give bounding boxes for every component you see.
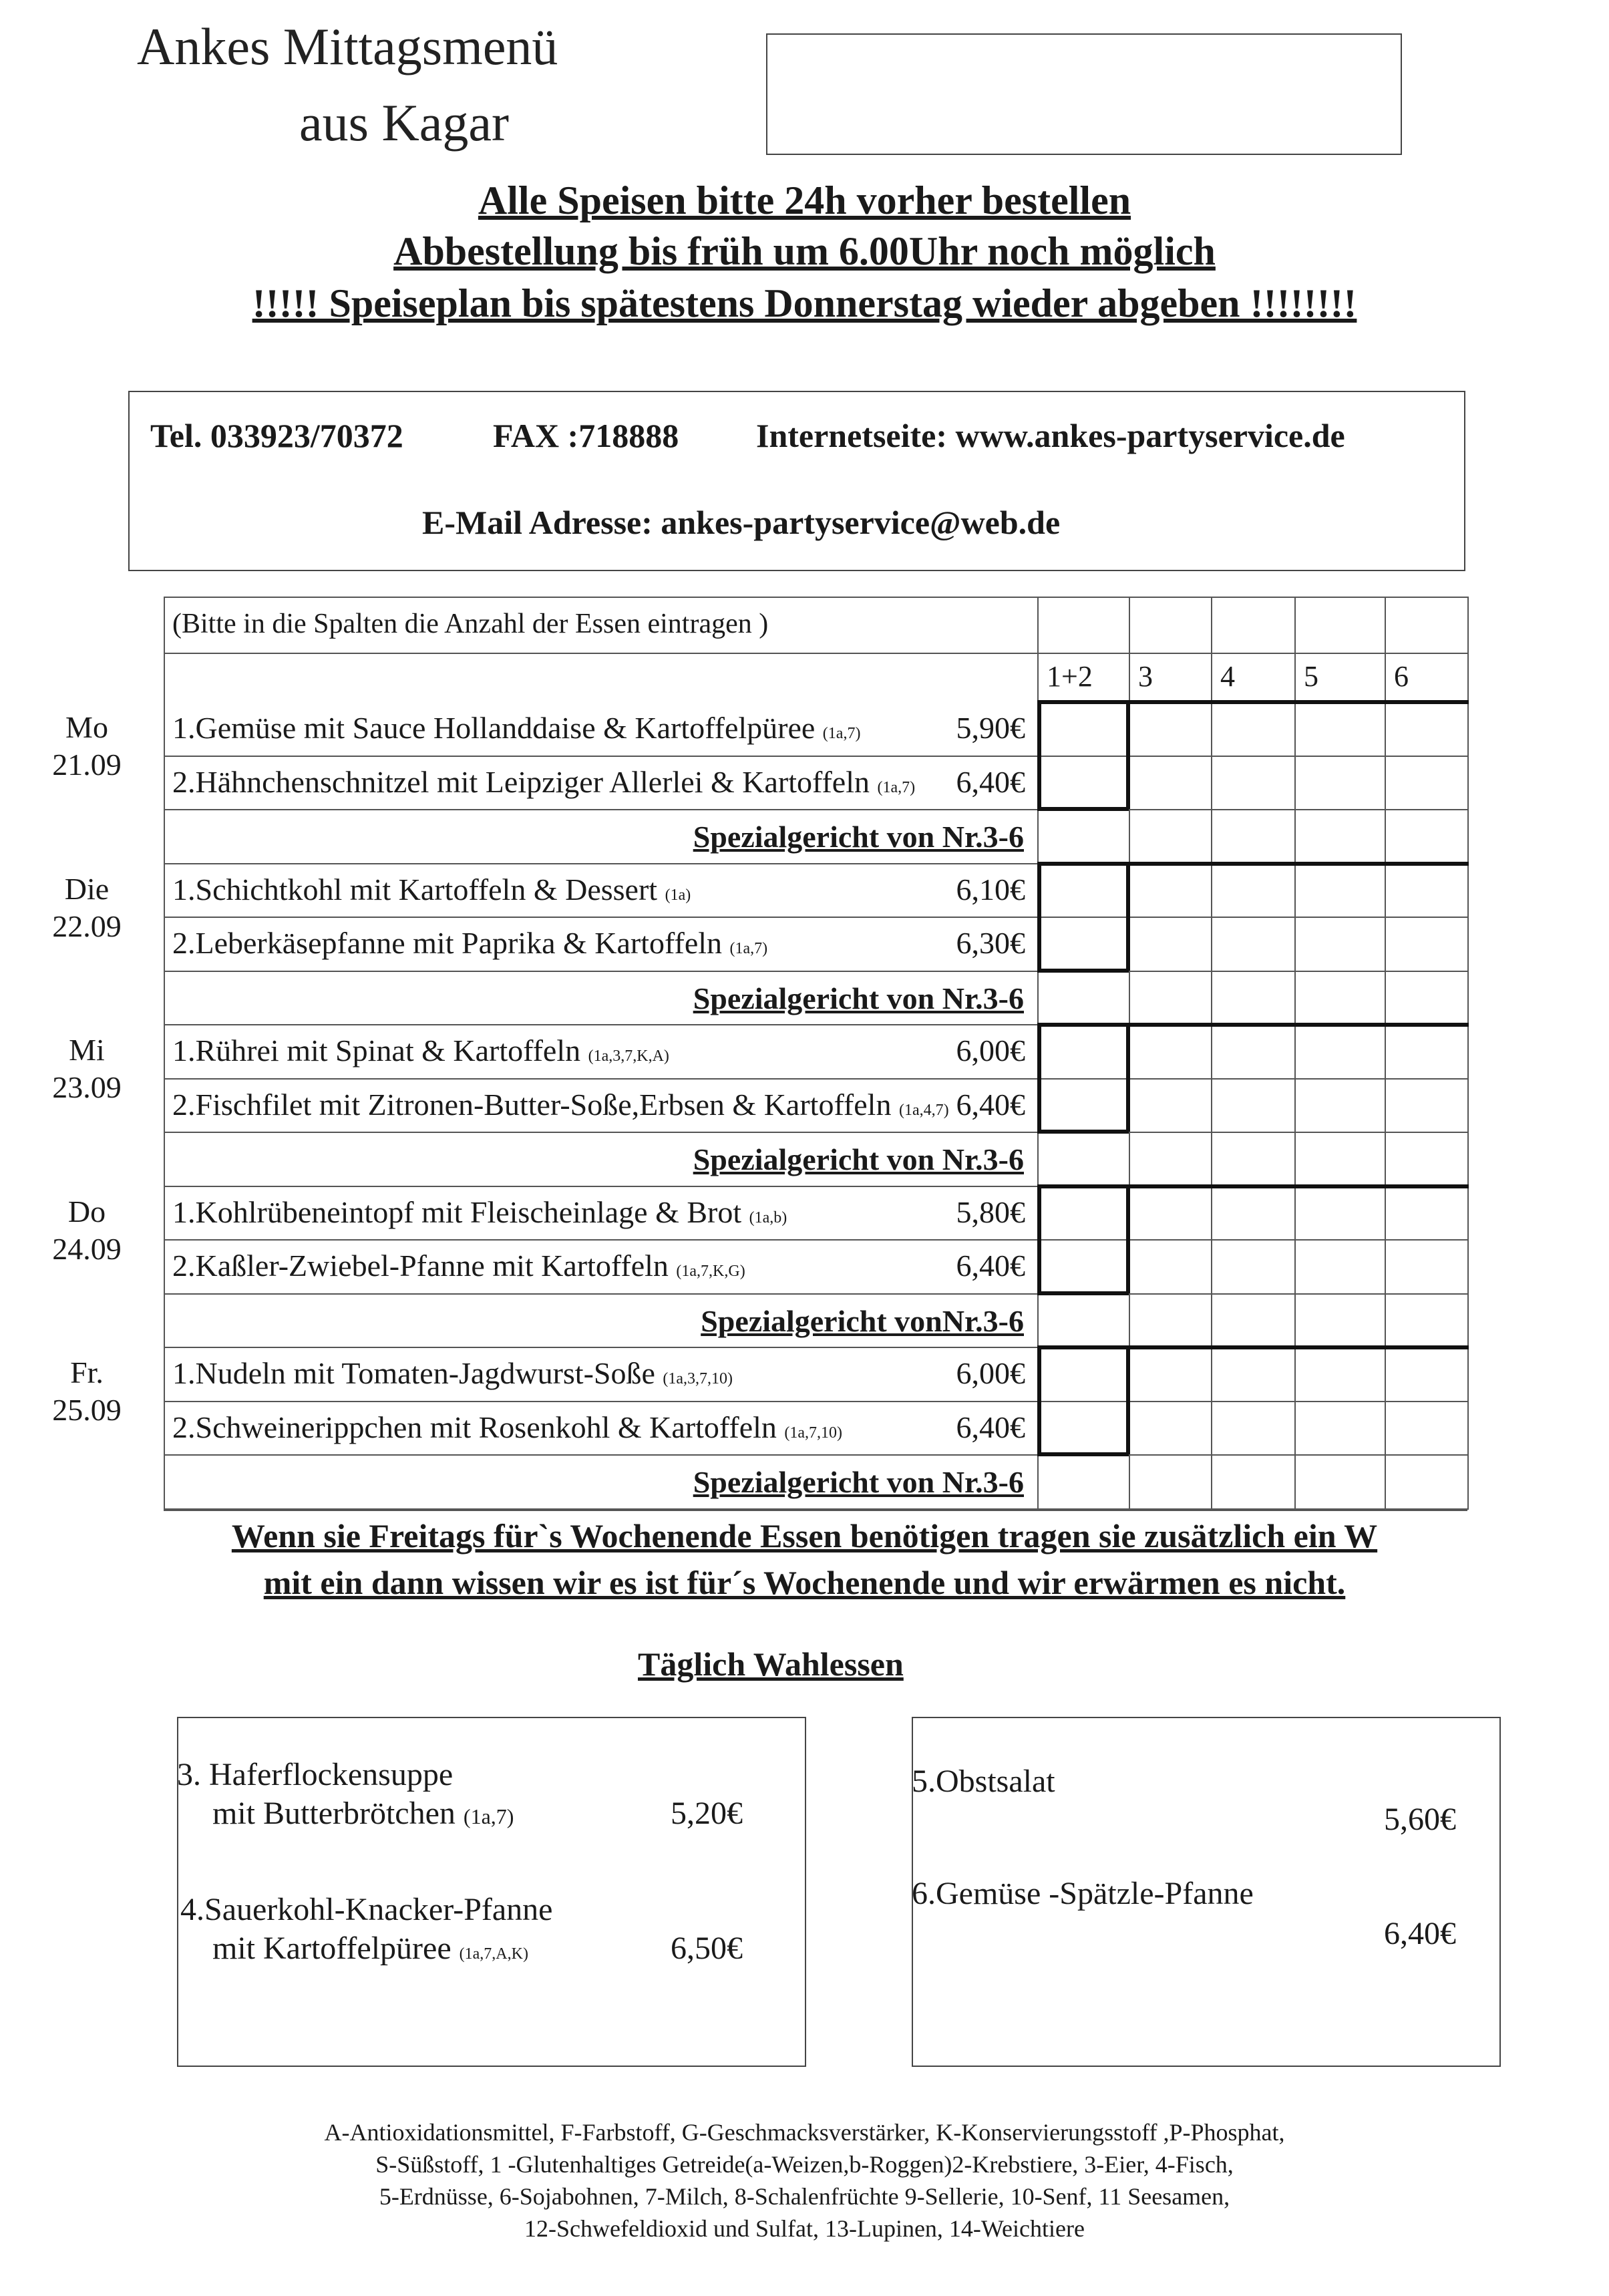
order-cell[interactable]	[1298, 1082, 1382, 1130]
order-cell[interactable]	[1298, 1351, 1382, 1398]
order-cell[interactable]	[1298, 1458, 1382, 1506]
allergen-legend-line1: A-Antioxidationsmittel, F-Farbstoff, G-Geschmacksverstärker, K-Konservierungsstoff ,P-Phosphat,	[324, 2119, 1285, 2146]
daily-item-4-price: 6,50€	[671, 1931, 743, 1966]
menu-item-1	[172, 709, 860, 752]
menu-item-name: 2.Leberkäsepfanne mit Paprika & Kartoffeln	[172, 926, 723, 960]
menu-item-price: 6,40€	[956, 764, 1025, 799]
menu-item-name: 2.Hähnchenschnitzel mit Leipziger Allerlei & Kartoffeln	[172, 764, 870, 799]
order-cell[interactable]	[1298, 975, 1382, 1022]
order-cell[interactable]	[1133, 1243, 1208, 1291]
daily-item-3-price: 5,20€	[671, 1796, 743, 1831]
menu-item-2	[172, 1247, 745, 1290]
menu-item-price: 6,30€	[956, 926, 1025, 960]
order-cell[interactable]	[1215, 921, 1292, 968]
order-cell[interactable]	[1133, 1458, 1208, 1506]
day-separator	[1037, 862, 1469, 866]
daily-item-4-allergens: (1a,7,A,K)	[459, 1945, 528, 1963]
menu-item-allergens: (1a,7)	[822, 725, 861, 742]
day-date: 21.09	[52, 748, 122, 782]
menu-item-price: 5,80€	[956, 1194, 1025, 1229]
column-header-4: 5	[1304, 660, 1318, 693]
order-cell[interactable]	[1133, 1136, 1208, 1183]
menu-item-name: 2.Fischfilet mit Zitronen-Butter-Soße,Erbsen & Kartoffeln	[172, 1087, 892, 1122]
row-divider	[164, 917, 1467, 918]
order-cell[interactable]	[1389, 1297, 1465, 1345]
order-cell[interactable]	[1298, 1136, 1382, 1183]
special-dish-row: Spezialgericht von Nr.3-6	[693, 820, 1024, 854]
daily-item-3-line1: 3. Haferflockensuppe	[177, 1757, 454, 1792]
menu-item-allergens: (1a,3,7,K,A)	[588, 1047, 669, 1065]
notice-return-plan: !!!!! Speiseplan bis spätestens Donnerstag wieder abgeben !!!!!!!!	[252, 281, 1357, 325]
menu-item-allergens: (1a,7)	[877, 778, 916, 796]
daily-item-4-name: mit Kartoffelpüree	[212, 1931, 452, 1966]
row-divider	[164, 1239, 1467, 1241]
order-cell[interactable]	[1041, 813, 1126, 860]
order-cell[interactable]	[1215, 760, 1292, 807]
daily-item-3-allergens: (1a,7)	[463, 1804, 514, 1828]
menu-item-2	[172, 1086, 949, 1129]
day-separator	[1037, 1023, 1469, 1027]
order-box-bottom	[1037, 1452, 1129, 1456]
menu-item-allergens: (1a,7,K,G)	[676, 1263, 745, 1280]
menu-item-name: 1.Rührei mit Spinat & Kartoffeln	[172, 1033, 581, 1068]
order-cell[interactable]	[1389, 867, 1465, 915]
customer-name-field[interactable]	[766, 33, 1402, 155]
order-cell[interactable]	[1133, 867, 1208, 915]
daily-item-6-price: 6,40€	[1384, 1916, 1456, 1951]
special-dish-row: Spezialgericht vonNr.3-6	[701, 1303, 1024, 1338]
menu-item-price: 6,10€	[956, 872, 1025, 907]
order-cell[interactable]	[1215, 1136, 1292, 1183]
menu-item-price: 6,00€	[956, 1356, 1025, 1390]
order-cell[interactable]	[1298, 1243, 1382, 1291]
order-cell[interactable]	[1041, 1136, 1126, 1183]
order-cell[interactable]	[1389, 1458, 1465, 1506]
day-date: 24.09	[52, 1231, 122, 1266]
order-cell[interactable]	[1133, 1190, 1208, 1237]
order-cell[interactable]	[1041, 867, 1126, 915]
order-cell[interactable]	[1215, 1082, 1292, 1130]
order-cell[interactable]	[1298, 813, 1382, 860]
menu-item-price: 6,40€	[956, 1249, 1025, 1283]
order-cell[interactable]	[1215, 1351, 1292, 1398]
day-name: Fr.	[70, 1355, 104, 1389]
day-separator	[1037, 1184, 1469, 1188]
row-divider	[164, 653, 1467, 654]
menu-item-allergens: (1a,b)	[749, 1208, 787, 1226]
menu-item-1	[172, 1194, 787, 1237]
daily-title: Täglich Wahlessen	[638, 1645, 904, 1683]
special-dish-row: Spezialgericht von Nr.3-6	[693, 1465, 1024, 1499]
menu-item-allergens: (1a,4,7)	[898, 1101, 949, 1119]
notice-order-24h: Alle Speisen bitte 24h vorher bestellen	[478, 178, 1131, 222]
order-cell[interactable]	[1298, 760, 1382, 807]
order-box-bottom	[1037, 807, 1129, 811]
special-dish-row: Spezialgericht von Nr.3-6	[693, 1142, 1024, 1176]
row-divider	[164, 809, 1467, 810]
order-cell[interactable]	[1133, 1297, 1208, 1345]
menu-item-price: 5,90€	[956, 711, 1025, 745]
order-box-bottom	[1037, 969, 1129, 973]
order-cell[interactable]	[1041, 1351, 1126, 1398]
menu-item-1	[172, 1355, 733, 1398]
row-divider	[164, 756, 1467, 757]
allergen-legend-line3: 5-Erdnüsse, 6-Sojabohnen, 7-Milch, 8-Schalenfrüchte 9-Sellerie, 10-Senf, 11 Seesamen,	[379, 2183, 1230, 2210]
column-header-2: 3	[1138, 660, 1153, 693]
order-box-right	[1126, 1347, 1130, 1454]
order-cell[interactable]	[1389, 1082, 1465, 1130]
order-cell[interactable]	[1215, 1028, 1292, 1076]
contact-website: Internetseite: www.ankes-partyservice.de	[756, 417, 1345, 454]
order-cell[interactable]	[1389, 705, 1465, 753]
table-border-right	[1467, 597, 1469, 1510]
row-divider	[164, 1132, 1467, 1133]
order-cell[interactable]	[1389, 921, 1465, 968]
order-cell[interactable]	[1389, 1136, 1465, 1183]
menu-item-name: 2.Schweinerippchen mit Rosenkohl & Kartoffeln	[172, 1410, 777, 1444]
contact-tel: Tel. 033923/70372	[150, 417, 403, 454]
daily-item-5-price: 5,60€	[1384, 1802, 1456, 1837]
page-title-line2: aus Kagar	[299, 94, 510, 152]
order-box-right	[1126, 1024, 1130, 1132]
menu-item-name: 1.Nudeln mit Tomaten-Jagdwurst-Soße	[172, 1356, 655, 1390]
day-date: 23.09	[52, 1070, 122, 1104]
order-cell[interactable]	[1389, 1190, 1465, 1237]
order-cell[interactable]	[1215, 1297, 1292, 1345]
order-cell[interactable]	[1298, 1405, 1382, 1452]
order-cell[interactable]	[1215, 1190, 1292, 1237]
order-cell[interactable]	[1389, 1405, 1465, 1452]
column-divider	[1385, 597, 1386, 1510]
order-cell[interactable]	[1389, 1243, 1465, 1291]
page-title-line1: Ankes Mittagsmenü	[137, 17, 558, 75]
order-cell[interactable]	[1133, 813, 1208, 860]
column-divider	[1294, 597, 1296, 1510]
menu-item-name: 2.Kaßler-Zwiebel-Pfanne mit Kartoffeln	[172, 1249, 669, 1283]
day-name: Mo	[65, 710, 108, 744]
order-cell[interactable]	[1389, 1028, 1465, 1076]
menu-item-allergens: (1a,7)	[729, 940, 768, 957]
order-cell[interactable]	[1298, 1190, 1382, 1237]
menu-item-price: 6,00€	[956, 1033, 1025, 1068]
contact-fax: FAX :718888	[493, 417, 679, 454]
daily-item-4-line2	[212, 1929, 528, 1973]
day-name: Mi	[69, 1033, 105, 1067]
menu-item-name: 1.Gemüse mit Sauce Hollanddaise & Kartoffelpüree	[172, 711, 816, 745]
menu-item-allergens: (1a,7,10)	[784, 1424, 843, 1442]
row-divider	[164, 1401, 1467, 1402]
order-cell[interactable]	[1041, 1190, 1126, 1237]
daily-item-6-line1: 6.Gemüse -Spätzle-Pfanne	[912, 1876, 1254, 1911]
menu-item-name: 1.Schichtkohl mit Kartoffeln & Dessert	[172, 872, 658, 907]
menu-item-allergens: (1a,3,7,10)	[663, 1370, 733, 1387]
order-cell[interactable]	[1133, 1351, 1208, 1398]
allergen-legend-line2: S-Süßstoff, 1 -Glutenhaltiges Getreide(a-Weizen,b-Roggen)2-Krebstiere, 3-Eier, 4-Fisch,	[375, 2151, 1234, 2178]
row-divider	[164, 1293, 1467, 1295]
table-border-left	[164, 597, 165, 1510]
order-cell[interactable]	[1215, 1458, 1292, 1506]
order-cell[interactable]	[1215, 867, 1292, 915]
menu-item-price: 6,40€	[956, 1410, 1025, 1444]
row-divider	[164, 1454, 1467, 1456]
order-cell[interactable]	[1041, 1082, 1126, 1130]
order-cell[interactable]	[1215, 975, 1292, 1022]
daily-item-5-line1: 5.Obstsalat	[912, 1764, 1055, 1799]
order-cell[interactable]	[1133, 1405, 1208, 1452]
allergen-legend-line4: 12-Schwefeldioxid und Sulfat, 13-Lupinen, 14-Weichtiere	[524, 2215, 1085, 2242]
order-box-right	[1126, 701, 1130, 809]
order-cell[interactable]	[1389, 1351, 1465, 1398]
order-cell[interactable]	[1133, 1028, 1208, 1076]
daily-item-4-line1: 4.Sauerkohl-Knacker-Pfanne	[180, 1892, 553, 1927]
order-cell[interactable]	[1389, 975, 1465, 1022]
table-instruction: (Bitte in die Spalten die Anzahl der Essen eintragen )	[172, 609, 769, 639]
column-header-3: 4	[1220, 660, 1235, 693]
order-cell[interactable]	[1133, 705, 1208, 753]
order-cell[interactable]	[1133, 760, 1208, 807]
notice-cancel: Abbestellung bis früh um 6.00Uhr noch möglich	[393, 229, 1216, 273]
menu-item-allergens: (1a)	[665, 886, 691, 904]
column-header-1: 1+2	[1047, 660, 1093, 693]
day-separator	[1037, 700, 1469, 704]
order-cell[interactable]	[1215, 1405, 1292, 1452]
order-cell[interactable]	[1041, 921, 1126, 968]
order-cell[interactable]	[1215, 705, 1292, 753]
day-separator	[1037, 1345, 1469, 1349]
weekend-notice-line2: mit ein dann wissen wir es ist für´s Wochenende und wir erwärmen es nicht.	[263, 1564, 1346, 1601]
order-cell[interactable]	[1041, 1405, 1126, 1452]
order-box-right	[1126, 863, 1130, 971]
day-date: 25.09	[52, 1393, 122, 1427]
order-cell[interactable]	[1041, 1243, 1126, 1291]
column-header-5: 6	[1394, 660, 1409, 693]
weekend-notice-line1: Wenn sie Freitags für`s Wochenende Essen benötigen tragen sie zusätzlich ein W	[231, 1517, 1378, 1554]
order-cell[interactable]	[1041, 1028, 1126, 1076]
menu-item-1	[172, 1032, 669, 1075]
order-cell[interactable]	[1133, 1082, 1208, 1130]
menu-item-2	[172, 925, 767, 967]
special-dish-row: Spezialgericht von Nr.3-6	[693, 981, 1024, 1015]
order-cell[interactable]	[1215, 813, 1292, 860]
order-cell[interactable]	[1298, 867, 1382, 915]
table-border-top	[164, 597, 1467, 598]
day-name: Die	[64, 871, 110, 906]
menu-item-price: 6,40€	[956, 1087, 1025, 1122]
day-date: 22.09	[52, 909, 122, 943]
menu-item-name: 1.Kohlrübeneintopf mit Fleischeinlage & Brot	[172, 1194, 742, 1229]
daily-item-3-line2	[212, 1794, 514, 1836]
order-box-bottom	[1037, 1130, 1129, 1134]
order-box-bottom	[1037, 1291, 1129, 1295]
order-cell[interactable]	[1298, 1297, 1382, 1345]
column-divider	[1211, 597, 1212, 1510]
order-box-right	[1126, 1186, 1130, 1293]
order-cell[interactable]	[1298, 705, 1382, 753]
order-cell[interactable]	[1041, 1458, 1126, 1506]
row-divider	[164, 1078, 1467, 1080]
daily-item-3-name: mit Butterbrötchen	[212, 1796, 456, 1831]
order-cell[interactable]	[1389, 760, 1465, 807]
order-cell[interactable]	[1041, 705, 1126, 753]
menu-item-2	[172, 764, 915, 806]
order-cell[interactable]	[1041, 975, 1126, 1022]
menu-item-2	[172, 1409, 842, 1452]
contact-email: E-Mail Adresse: ankes-partyservice@web.de	[422, 504, 1061, 541]
order-cell[interactable]	[1298, 1028, 1382, 1076]
order-cell[interactable]	[1133, 921, 1208, 968]
order-cell[interactable]	[1041, 760, 1126, 807]
day-name: Do	[67, 1194, 106, 1228]
order-cell[interactable]	[1215, 1243, 1292, 1291]
table-border-bottom	[164, 1510, 1467, 1511]
order-cell[interactable]	[1133, 975, 1208, 1022]
order-cell[interactable]	[1298, 921, 1382, 968]
order-cell[interactable]	[1389, 813, 1465, 860]
menu-item-1	[172, 871, 691, 914]
row-divider	[164, 971, 1467, 972]
order-cell[interactable]	[1041, 1297, 1126, 1345]
row-divider	[164, 1508, 1467, 1510]
